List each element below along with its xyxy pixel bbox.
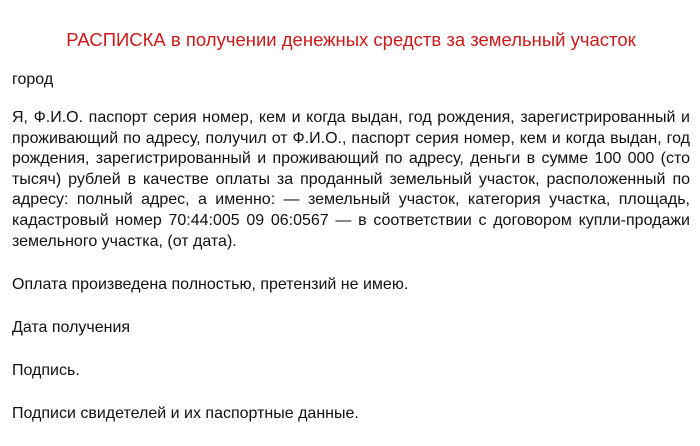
witnesses-line: Подписи свидетелей и их паспортные данные. [12,405,359,423]
document-title: РАСПИСКА в получении денежных средств за земельный участок [66,29,636,50]
city-line: город [12,71,54,88]
payment-statement: Оплата произведена полностью, претензий не имею. [12,276,409,294]
receipt-body-paragraph: Я, Ф.И.О. паспорт серия номер, кем и когда выдан, год рождения, зарегистрированный и проживающий по адресу, получил от Ф.И.О., паспорт серия номер, кем и когда выдан, год рождения, зарегистрированный и проживающий по адресу, деньги в сумме 100 000 (сто тысяч) рублей в качестве оплаты за проданный земельный участок, расположенный по адресу: полный адрес, а именно: — земельный участок, категория участка, площадь, кадастровый номер 70:44:005 09 06:0567 — в соответствии с договором купли-продажи земельного участка, (от дата). [12,109,690,250]
receipt-date-line: Дата получения [12,319,131,337]
receipt-document [12,0,690,424]
signature-line: Подпись. [12,362,80,380]
